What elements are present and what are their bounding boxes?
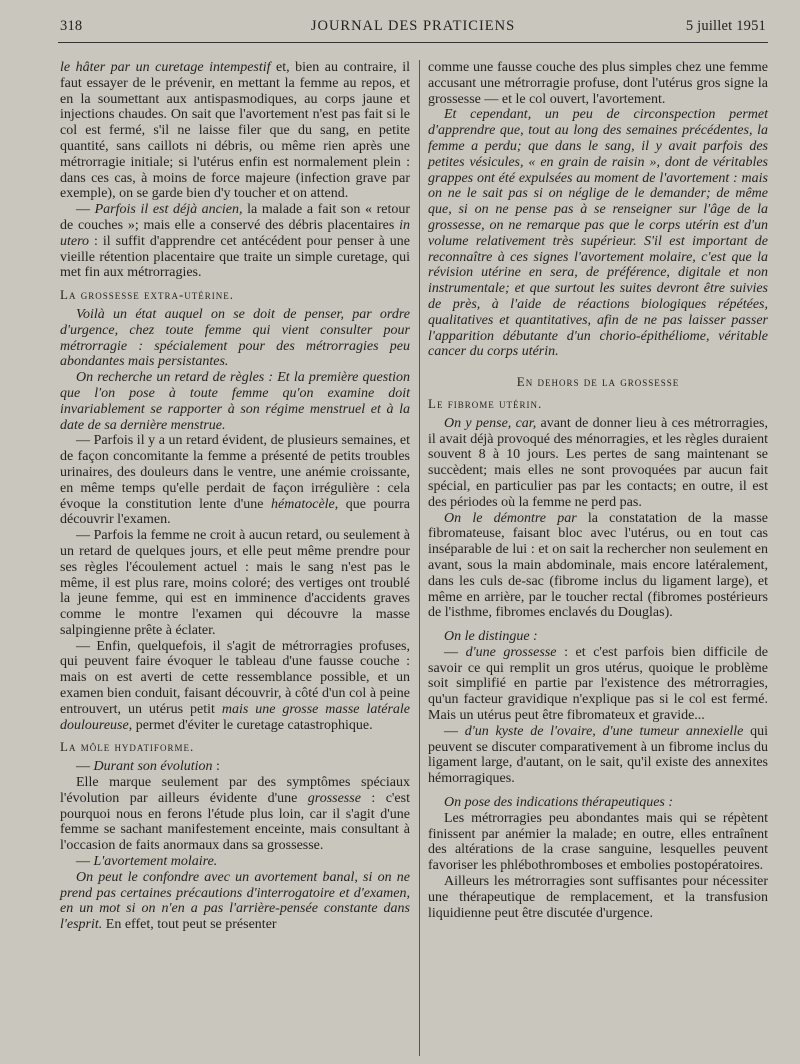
italic-text: Durant son évolution	[93, 759, 213, 775]
body-text: Les métrorragies peu abondantes mais qui se répètent finissent par anémier la malade; en outre, elles entraînent des altérations de la crase sanguine, lesquelles peuvent favoriser les phlébothromboses et embolies postopératoires.	[428, 810, 768, 874]
body-text: : c'est pourquoi nous en ferons l'étude plus loin, car il s'agit d'une femme se sachant manifestement enceinte, mais consultant à l'occasion de faits anormaux dans sa grossesse.	[60, 790, 410, 854]
italic-text: le hâter par un curetage intempestif	[60, 60, 271, 75]
issue-date: 5 juillet 1951	[685, 18, 766, 34]
italic-text: grossesse	[307, 790, 361, 806]
italic-text: On le démontre par	[444, 510, 577, 526]
paragraph	[428, 795, 768, 811]
italic-text: On le distingue :	[444, 629, 538, 645]
section-heading: La grossesse extra-utérine.	[60, 287, 235, 303]
body-text: qui peuvent se discuter comparativement à un fibrome inclus du ligament large, d'autant, on le sait, qu'il existe des annexites hémorragiques.	[428, 723, 769, 787]
journal-title: JOURNAL DES PRATICIENS	[310, 18, 516, 34]
italic-text: L'avortement molaire.	[93, 854, 218, 870]
body-text: avant de donner lieu à ces métrorragies, il avait déjà provoqué des ménorragies, et les règles duraient souvent 8 à 10 jours. Les pertes de sang maintenant se succèdent; mais elles ne sont provoquées par aucun fait spécial, en particulier pas par les contacts; en outre, il est des périodes où la femme ne perd pas.	[428, 415, 768, 510]
italic-text: hématocèle	[271, 496, 335, 512]
body-text: — Parfois la femme ne croit à aucun retard, ou seulement à un retard de quelques jours, et elle peut même prendre pour ses règles l'écoulement actuel : mais le sang n'est pas le même, il est plus rare, moins coloré; des vertiges ont troublé la jeune femme, qui est en imminence d'accidents graves comme le montre l'examen qui découvre la masse salpingienne prête à éclater.	[60, 528, 410, 638]
paragraph	[60, 60, 410, 202]
section-heading: En dehors de la grossesse	[516, 374, 680, 390]
dash: —	[76, 759, 94, 775]
italic-text: d'une grossesse	[465, 644, 557, 660]
right-column	[428, 60, 768, 921]
paragraph	[428, 629, 768, 645]
column-divider	[419, 60, 420, 1056]
paragraph	[428, 60, 768, 107]
body-text: — Parfois il y a un retard évident, de plusieurs semaines, et de façon concomitante la femme a présenté de petits troubles urinaires, des douleurs dans le ventre, une anémie croissante, en même temps qu'elle perdait de façon irrégulière : cela évoque la constitution lente d'une	[60, 433, 410, 512]
spacer	[428, 787, 768, 795]
body-text: : il suffit d'apprendre cet antécédent pour penser à une vieille rétention placentaire que traite un simple curetage, qui met fin aux métrorragies.	[60, 233, 410, 281]
dash: —	[76, 854, 94, 870]
body-text: comme une fausse couche des plus simples chez une femme accusant une métrorragie profuse, dont l'utérus gros signe la grossesse — et le col ouvert, l'avortement.	[428, 60, 768, 107]
italic-text: On peut le confondre avec un avortement banal, si on ne prend pas certaines précautions d'interrogatoire et d'examen, en un mot si on n'en a pas l'arrière-pensée constante dans l'esprit.	[60, 869, 410, 933]
italic-text: Voilà un état auquel on se doit de penser, par ordre d'urgence, chez toute femme qui vient consulter pour métrorragie : spécialement pour des métrorragies peu abondantes mais persistantes.	[60, 306, 410, 370]
paragraph	[60, 370, 410, 433]
dash: —	[76, 202, 95, 218]
paragraph	[60, 759, 410, 775]
paragraph	[60, 870, 410, 933]
italic-text: On y pense, car,	[444, 415, 537, 431]
paragraph	[428, 416, 768, 511]
paragraph	[428, 874, 768, 921]
dash: —	[444, 644, 466, 660]
paragraph	[428, 724, 768, 787]
italic-text: d'un kyste de l'ovaire, d'une tumeur annexielle	[464, 723, 744, 739]
section-heading: Le fibrome utérin.	[428, 395, 543, 411]
italic-text: mais une grosse masse latérale douloureuse	[60, 701, 410, 733]
left-column	[60, 60, 410, 933]
body-text: et, bien au contraire, il faut essayer de le prévenir, en mettant la femme au repos, et en la soumettant aux antispasmodiques, au corps jaune et injections chaudes. On sait que l'avortement n'est pas fait si le col est fermé, s'il ne laisse filer que du sang, en petite quantité, sans caillots ni débris, ou même rien après une métrorragie initiale; si l'utérus enfin est normalement plein : dans ces cas, à moins de force majeure (infection grave par exemple), on se garde bien d'y toucher et on attend.	[60, 60, 411, 202]
page-number: 318	[60, 18, 83, 34]
body-text: , que pourra découvrir l'examen.	[60, 496, 410, 528]
paragraph	[60, 433, 410, 528]
paragraph	[428, 511, 768, 622]
body-text: — Enfin, quelquefois, il s'agit de métrorragies profuses, qui peuvent faire évoquer le tableau d'une fausse couche : mais on est averti de cette ressemblance possible, et un examen bien conduit, faisant découvrir, à côté d'un col à peine entrouvert, un utérus petit	[60, 638, 410, 717]
paragraph	[428, 645, 768, 724]
paragraph	[60, 639, 410, 734]
dash: —	[444, 723, 465, 739]
body-text: Ailleurs les métrorragies sont suffisantes pour nécessiter une thérapeutique de remplacement, et la transfusion liquidienne peut être discutée d'urgence.	[428, 874, 768, 921]
paragraph	[60, 528, 410, 639]
header-rule	[58, 42, 768, 43]
italic-text: On recherche un retard de règles : Et la première question que l'on pose à toute femme qu'on examine doit invariablement se rapporter à son régime menstruel et à la date de sa dernière menstrue.	[60, 370, 410, 433]
body-text: la constatation de la masse fibromateuse, faisant bloc avec l'utérus, ou en tout cas inséparable de lui : et on sait la rechercher non seulement en avant, sous la main abdominale, mais encore latéralement, dans les culs de-sac (fibrome inclus du ligament large), et même en arrière, par le toucher rectal (fibromes postérieurs de l'isthme, fibromes enclavés du Douglas).	[428, 510, 768, 621]
paragraph	[60, 307, 410, 370]
body-text: , permet d'éviter le curetage catastrophique.	[128, 717, 373, 733]
section-heading: La môle hydatiforme.	[60, 739, 195, 755]
body-text: : et c'est parfois bien difficile de savoir ce qui remplit un gros utérus, quoique le problème soit simplifié en partie par l'existence des métrorragies, qu'un facteur gravidique n'explique pas si le col est fermé. Mais un utérus peut être fibromateux et gravide...	[428, 644, 769, 724]
body-text: En effet, tout peut se présenter	[102, 917, 277, 933]
italic-text: Parfois il est déjà ancien,	[94, 202, 243, 218]
paragraph	[60, 202, 410, 281]
paragraph	[60, 775, 410, 854]
italic-text: Et cependant, un peu de circonspection permet d'apprendre que, tout au long des semaines précédentes, la femme a perdu; que dans le sang, il y avait parfois des petites vésicules, « en grain de raisin », dont de véritables grappes ont été expulsées au moment de l'avortement : mais on ne le sait pas si on néglige de le demander; de même que, si on ne pense pas à se renseigner sur l'âge de la grossesse, on ne remarque pas que le corps utérin est d'un volume relativement très supérieur. S'il est important de reconnaître à ces signes l'avortement molaire, c'est que la révision utérine en sera, de préférence, digitale et non instrumentale; et que surtout les suites devront être suivies de près, à l'aide de réactions biologiques répétées, qualitatives et quantitatives, afin de ne pas laisser passer l'apparition débutante d'un chorio-épithéliome, véritable cancer du corps utérin.	[428, 107, 768, 360]
italic-text: in utero	[60, 217, 410, 249]
body-text: la malade a fait son « retour de couches »; mais elle a conservé des débris placentaires	[60, 202, 411, 233]
body-text: :	[212, 759, 220, 775]
paragraph	[60, 854, 410, 870]
body-text: Elle marque seulement par des symptômes spéciaux l'évolution par ailleurs évidente d'une	[60, 775, 410, 806]
spacer	[428, 621, 768, 629]
italic-text: On pose des indications thérapeutiques :	[444, 795, 674, 811]
paragraph	[428, 107, 768, 360]
page-header	[60, 18, 766, 38]
paragraph	[428, 811, 768, 874]
